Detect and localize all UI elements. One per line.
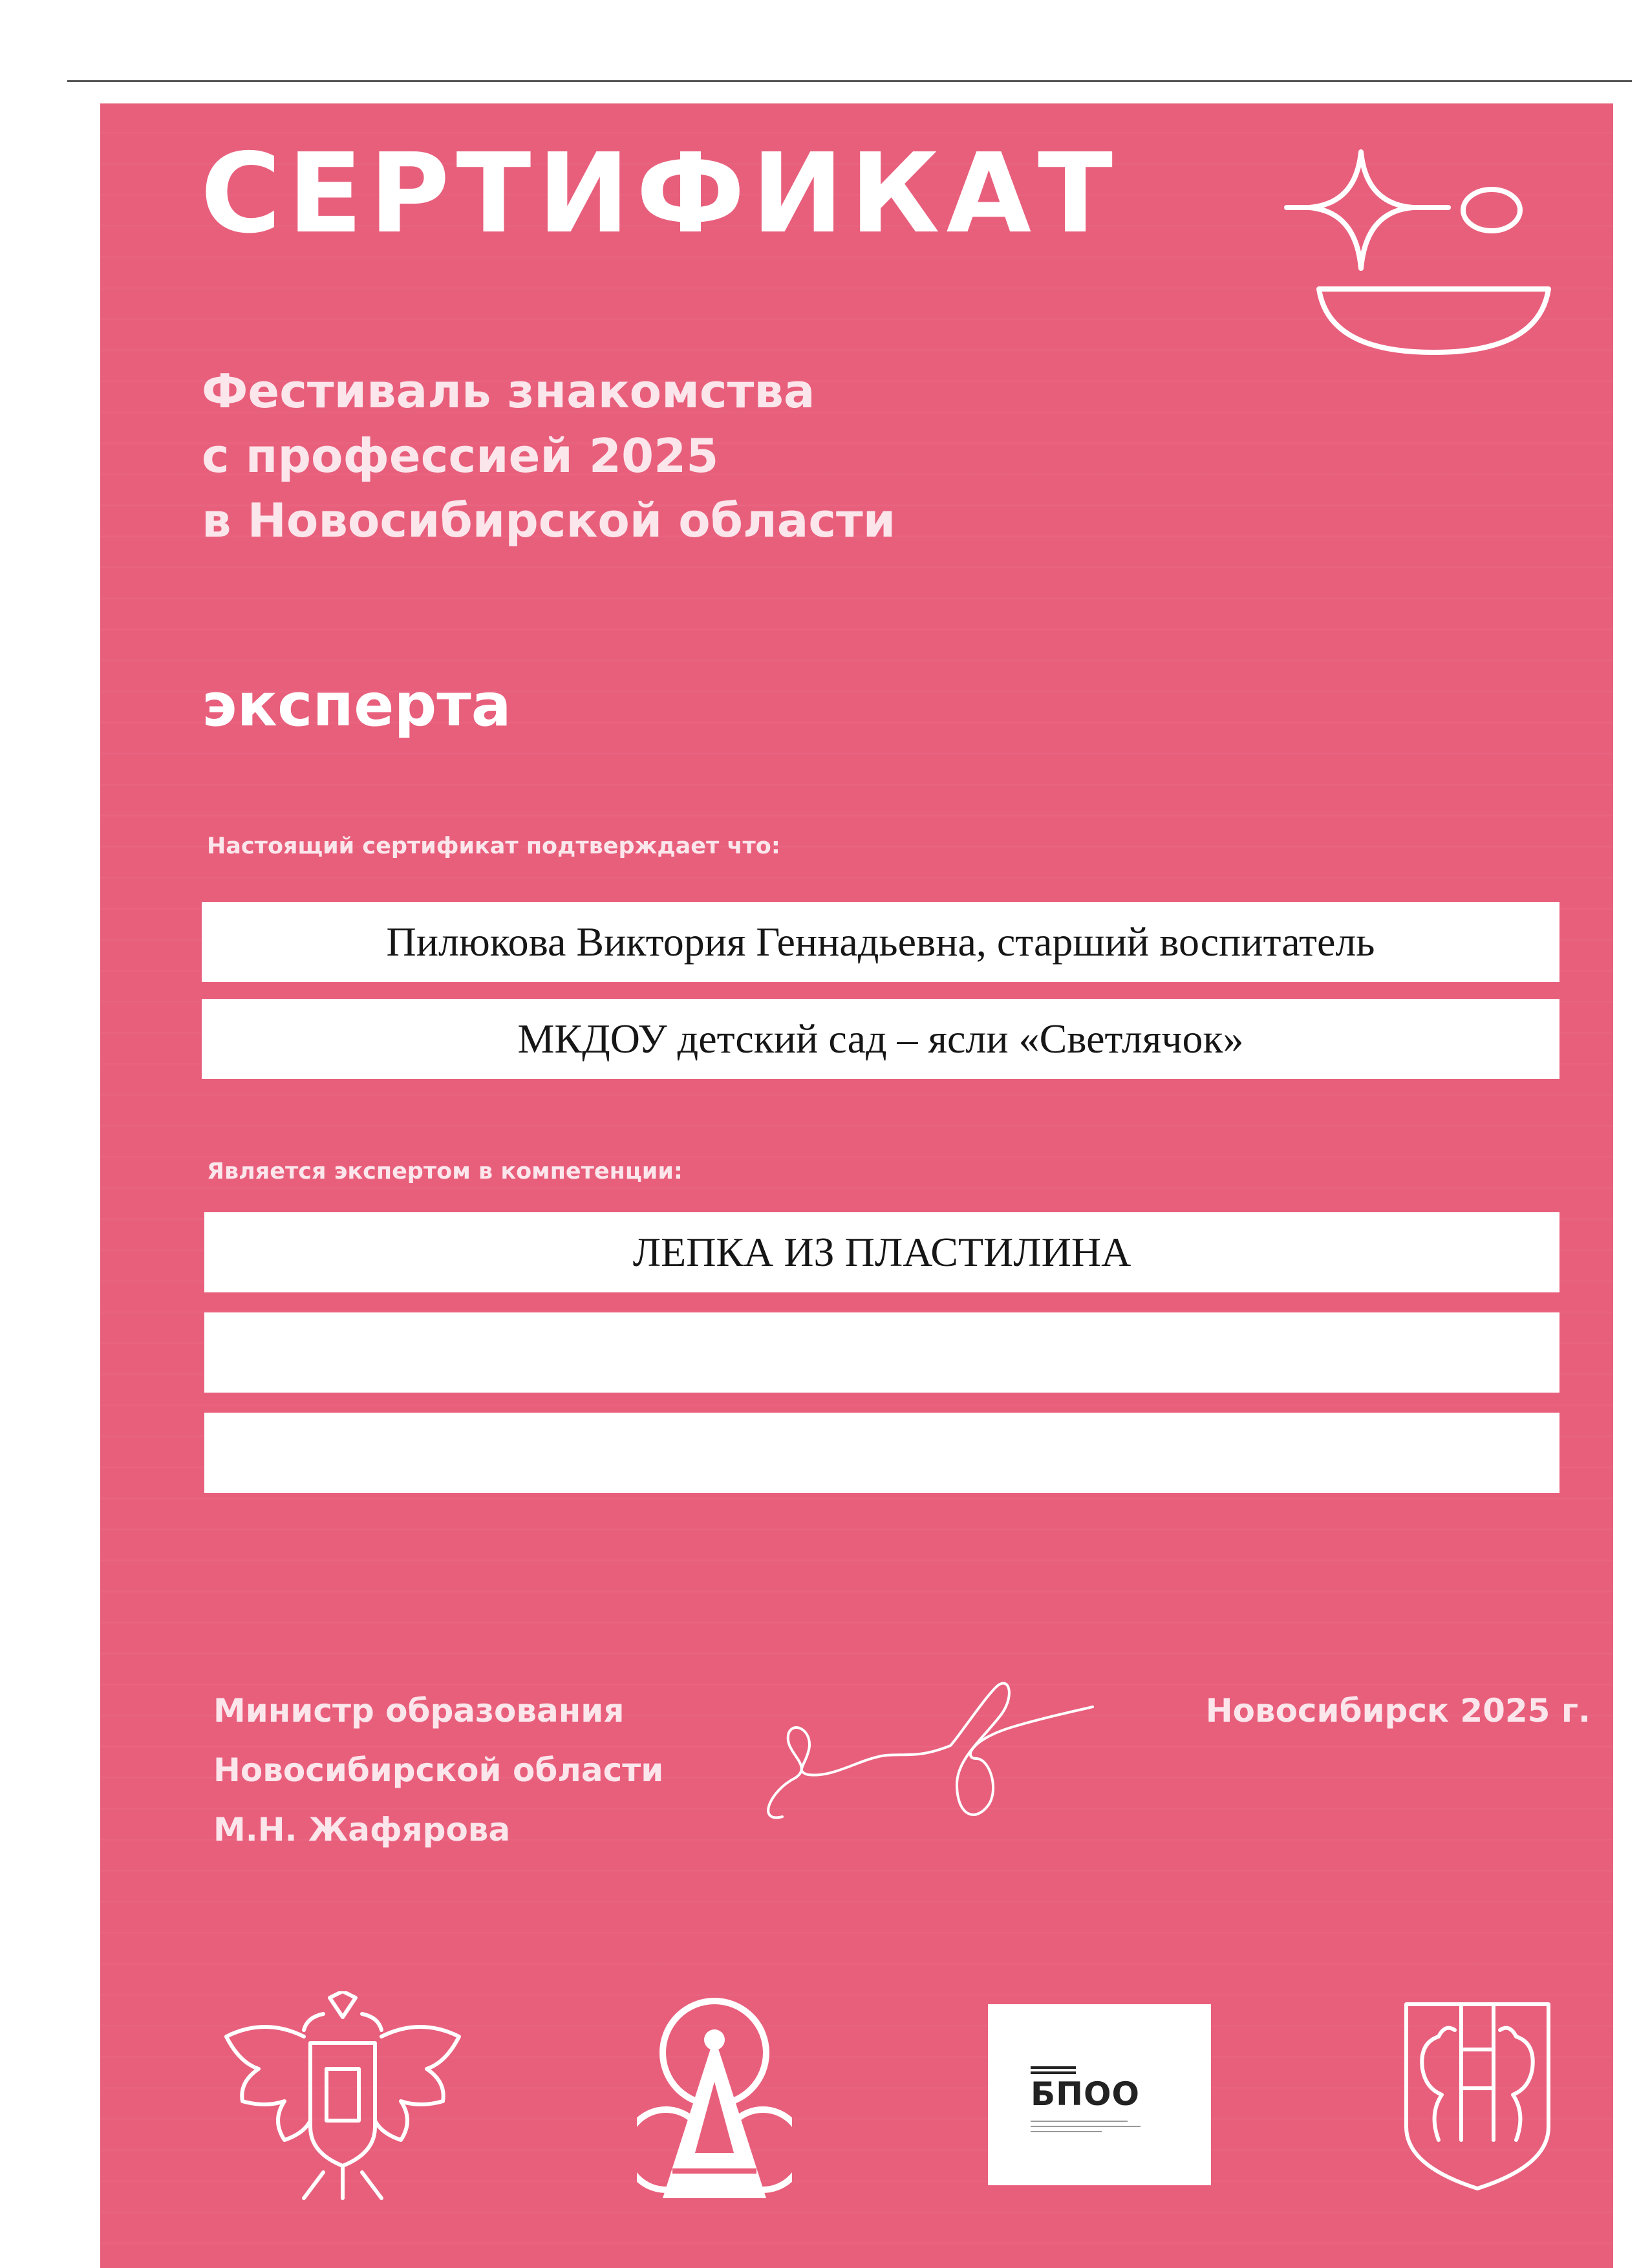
- bpoo-logo-text: БПОО: [1031, 2075, 1140, 2113]
- signer-block: [213, 1681, 663, 1859]
- bpoo-logo: [988, 2004, 1211, 2185]
- place-date: Новосибирск 2025 г.: [1205, 1692, 1591, 1729]
- certificate-role: эксперта: [202, 670, 511, 740]
- festival-line-3: в Новосибирской области: [202, 493, 896, 548]
- scan-edge-line: [67, 80, 1632, 82]
- star-bowl-logo-icon: [1283, 139, 1561, 359]
- signer-line-3: М.Н. Жафярова: [213, 1811, 511, 1848]
- signer-line-2: Новосибирской области: [213, 1751, 664, 1789]
- festival-name: [202, 359, 895, 553]
- signature: [744, 1662, 1106, 1849]
- bpoo-small-print: [1031, 2121, 1160, 2132]
- bpoo-bar-1: [1031, 2066, 1076, 2069]
- blank-field-1: [204, 1312, 1559, 1393]
- bpoo-bar-2: [1031, 2071, 1076, 2074]
- festival-line-1: Фестиваль знакомства: [202, 364, 815, 418]
- novosibirsk-region-coat-of-arms-icon: [1400, 1991, 1555, 2192]
- blank-field-2: [204, 1413, 1559, 1493]
- certificate-title: СЕРТИФИКАТ: [200, 130, 1120, 258]
- signer-line-1: Министр образования: [213, 1692, 625, 1729]
- festival-line-2: с профессией 2025: [202, 429, 719, 483]
- person-name-field: Пилюкова Виктория Геннадьевна, старший воспитатель: [202, 902, 1559, 982]
- compass-knot-logo-icon: [637, 1991, 792, 2211]
- russian-coat-of-arms-icon: [213, 1991, 472, 2205]
- competence-field: ЛЕПКА ИЗ ПЛАСТИЛИНА: [204, 1212, 1559, 1292]
- confirm-label: Настоящий сертификат подтверждает что:: [207, 833, 780, 859]
- competence-label: Является экспертом в компетенции:: [207, 1159, 683, 1184]
- organization-field: МКДОУ детский сад – ясли «Светлячок»: [202, 999, 1559, 1079]
